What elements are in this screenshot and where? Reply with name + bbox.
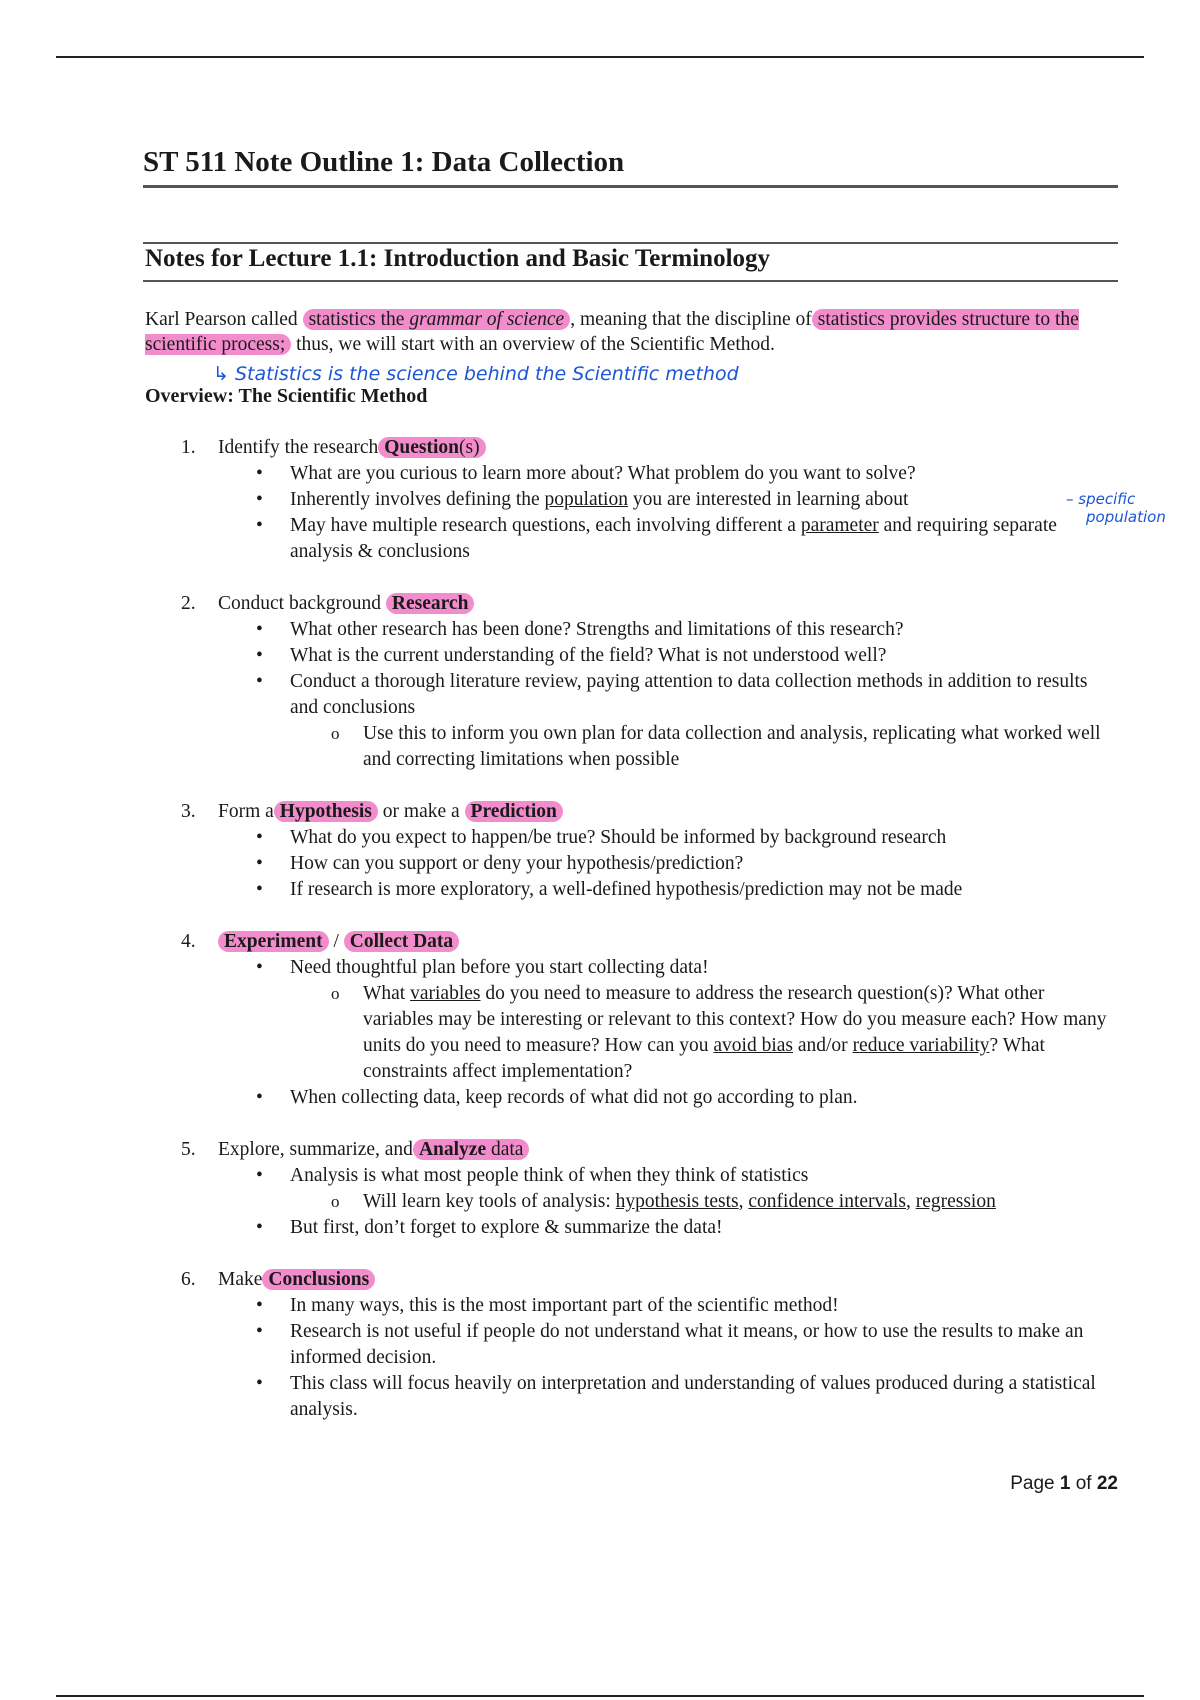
- bullet-list: [143, 1085, 1118, 1111]
- sub-list-item: [363, 1189, 1118, 1215]
- list-item: • When collecting data, keep records of what did not go according to plan.: [290, 1085, 1118, 1111]
- sub-list-item: [363, 981, 1118, 1085]
- list-item: • This class will focus heavily on interpretation and understanding of values produced during a statistical analysis.: [290, 1371, 1118, 1423]
- sub-text: do you need to measure to address the research question(s)? What other variables may be interesting or relevant to this context? How do you measure each? How many units do you need to measure? How can you: [363, 983, 1107, 1056]
- handwritten-annotation-statistics: ↳ Statistics is the science behind the Scientific method: [213, 363, 739, 385]
- intro-paragraph: [145, 307, 1125, 357]
- step-1: [143, 435, 1118, 565]
- step-3: [143, 799, 1118, 903]
- bullet-list: [143, 617, 1118, 721]
- highlight-grammar-of-science: [303, 309, 571, 330]
- section-title: Notes for Lecture 1.1: Introduction and Basic Terminology: [145, 245, 771, 272]
- bullet-list: [143, 825, 1118, 903]
- step-number: 2.: [181, 593, 196, 614]
- list-item: • But first, don’t forget to explore & summarize the data!: [290, 1215, 1118, 1241]
- underlined-term: population: [544, 489, 628, 510]
- underlined-term: reduce variability: [852, 1035, 990, 1056]
- page-number: [1010, 1473, 1118, 1495]
- sub-text: ,: [738, 1191, 749, 1212]
- step-text: or make a: [377, 801, 465, 822]
- underlined-term: hypothesis tests: [615, 1191, 739, 1212]
- list-item: • What do you expect to happen/be true? Should be informed by background research: [290, 825, 1118, 851]
- list-item: • If research is more exploratory, a well-defined hypothesis/prediction may not be made: [290, 877, 1118, 903]
- highlight-hypothesis: Hypothesis: [274, 801, 378, 822]
- list-item: • What are you curious to learn more about? What problem do you want to solve?: [290, 461, 1118, 487]
- bullet-list: [143, 1163, 1118, 1189]
- bullet-text: you are interested in learning about: [627, 489, 909, 510]
- underlined-term: parameter: [800, 515, 879, 536]
- section-rule-top: [143, 242, 1118, 244]
- highlight-conclusions: Conclusions: [262, 1269, 375, 1290]
- step-text: Identify the research: [218, 437, 379, 458]
- highlight-emphasis: grammar of science: [409, 309, 565, 330]
- underlined-term: avoid bias: [713, 1035, 793, 1056]
- highlight-text: statistics the: [308, 309, 410, 330]
- step-text: Form a: [218, 801, 274, 822]
- scientific-method-steps: [143, 435, 1118, 1449]
- underlined-term: variables: [410, 983, 481, 1004]
- sub-list: [143, 981, 1118, 1085]
- sub-text: ? What constraints affect implementation?: [363, 1035, 1045, 1082]
- highlight-collect-data: Collect Data: [344, 931, 459, 952]
- bottom-rule: [56, 1695, 1144, 1697]
- step-heading: [143, 1267, 1118, 1293]
- list-item: • How can you support or deny your hypothesis/prediction?: [290, 851, 1118, 877]
- document-title: ST 511 Note Outline 1: Data Collection: [143, 146, 625, 178]
- highlight-tail: data: [486, 1139, 524, 1160]
- highlight-text: Analyze: [418, 1139, 487, 1160]
- highlight-analyze: [413, 1139, 530, 1160]
- sub-text: and/or: [792, 1035, 853, 1056]
- bullet-list: [143, 1293, 1118, 1423]
- step-text: Conduct background: [218, 593, 386, 614]
- intro-text-1: Karl Pearson called: [145, 309, 303, 330]
- step-text: Explore, summarize, and: [218, 1139, 413, 1160]
- step-number: 3.: [181, 801, 196, 822]
- list-item: • Analysis is what most people think of when they think of statistics: [290, 1163, 1118, 1189]
- step-heading: [143, 1137, 1118, 1163]
- sub-text: Will learn key tools of analysis:: [363, 1191, 616, 1212]
- step-number: 1.: [181, 437, 196, 458]
- annotation-line: – specific: [1066, 490, 1136, 508]
- bullet-list: [143, 955, 1118, 981]
- page-current: 1: [1059, 1473, 1071, 1494]
- step-4: [143, 929, 1118, 1111]
- bullet-list: [143, 1215, 1118, 1241]
- highlight-structure: statistics provides structure to the scientific process;: [145, 309, 1079, 355]
- underlined-term: confidence intervals: [748, 1191, 906, 1212]
- sub-text: ,: [905, 1191, 916, 1212]
- step-text: /: [328, 931, 344, 952]
- sub-text: What: [363, 983, 411, 1004]
- step-text: Make: [218, 1269, 263, 1290]
- highlight-prediction: Prediction: [465, 801, 563, 822]
- top-rule: [56, 56, 1144, 58]
- list-item: [290, 487, 1118, 513]
- step-6: [143, 1267, 1118, 1423]
- step-heading: [143, 929, 1118, 955]
- step-heading: [143, 799, 1118, 825]
- step-number: 4.: [181, 931, 196, 952]
- page-total: 22: [1096, 1473, 1118, 1494]
- list-item: • What other research has been done? Strengths and limitations of this research?: [290, 617, 1118, 643]
- list-item: • Research is not useful if people do not understand what it means, or how to use the results to make an informed decision.: [290, 1319, 1118, 1371]
- page-label: Page: [1010, 1473, 1060, 1494]
- bullet-text: May have multiple research questions, each involving different a: [290, 515, 801, 536]
- step-2: [143, 591, 1118, 773]
- sub-list: [143, 1189, 1118, 1215]
- step-heading: [143, 435, 1118, 461]
- step-5: [143, 1137, 1118, 1241]
- step-number: 5.: [181, 1139, 196, 1160]
- page-of: of: [1070, 1473, 1097, 1494]
- underlined-term: regression: [915, 1191, 996, 1212]
- highlight-experiment: Experiment: [218, 931, 329, 952]
- intro-text-3: thus, we will start with an overview of the Scientific Method.: [291, 334, 775, 355]
- title-underline: [143, 185, 1118, 188]
- list-item: [290, 513, 1118, 565]
- list-item: • In many ways, this is the most important part of the scientific method!: [290, 1293, 1118, 1319]
- sub-list: [143, 721, 1118, 773]
- bullet-text: Inherently involves defining the: [290, 489, 545, 510]
- step-number: 6.: [181, 1269, 196, 1290]
- intro-text-2: , meaning that the discipline of: [570, 309, 812, 330]
- overview-heading: Overview: The Scientific Method: [145, 385, 428, 407]
- sub-list-item: o Use this to inform you own plan for data collection and analysis, replicating what worked well and correcting limitations when possible: [363, 721, 1118, 773]
- highlight-tail: (s): [459, 437, 480, 458]
- highlight-research: Research: [386, 593, 475, 614]
- list-item: • Conduct a thorough literature review, paying attention to data collection methods in addition to results and conclusions: [290, 669, 1118, 721]
- section-rule-bottom: [143, 280, 1118, 282]
- list-item: • What is the current understanding of the field? What is not understood well?: [290, 643, 1118, 669]
- bullet-text: and requiring separate analysis & conclusions: [290, 515, 1057, 562]
- annotation-line: population: [1086, 508, 1166, 526]
- list-item: • Need thoughtful plan before you start collecting data!: [290, 955, 1118, 981]
- highlight-text: Question: [384, 437, 460, 458]
- highlight-question: [378, 437, 485, 458]
- step-heading: [143, 591, 1118, 617]
- bullet-list: [143, 461, 1118, 565]
